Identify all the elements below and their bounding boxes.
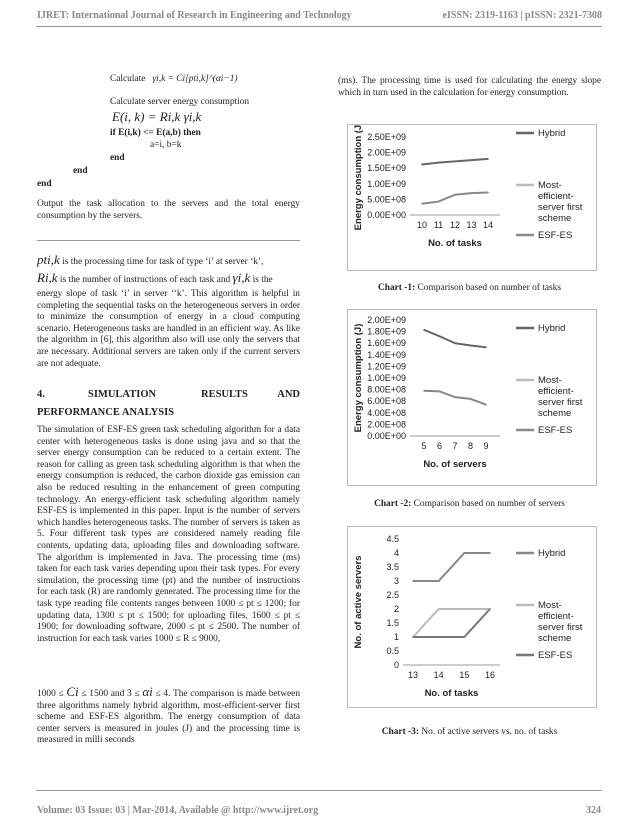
section-heading-line-2: PERFORMANCE ANALYSIS bbox=[37, 407, 175, 418]
algo-assign-line: a=i, b=k bbox=[150, 140, 182, 150]
y-tick-label: 2.00E+09 bbox=[367, 315, 406, 325]
x-axis-title: No. of servers bbox=[423, 459, 487, 470]
y-tick-label: 0 bbox=[393, 660, 399, 670]
x-tick-label: 14 bbox=[482, 220, 494, 230]
y-tick-label: 3.5 bbox=[386, 562, 399, 572]
algo-end-2: end bbox=[73, 166, 88, 176]
definition-line-2: Ri,k is the number of instructions of each task and γi,k is the bbox=[37, 270, 273, 285]
data-point bbox=[439, 391, 441, 393]
processing-paragraph: (ms). The processing time is used for calculating the energy slope which in turn used in the calculation for energy consumption. bbox=[338, 76, 601, 98]
algo-if-line: if E(i,k) <= E(a,b) then bbox=[110, 128, 201, 138]
data-point bbox=[485, 346, 487, 348]
legend-label: server first bbox=[538, 622, 583, 633]
data-point bbox=[423, 390, 425, 392]
legend-label: efficient- bbox=[538, 611, 574, 622]
y-tick-label: 1.00E+09 bbox=[367, 178, 406, 189]
y-tick-label: 0.5 bbox=[386, 646, 399, 656]
data-point bbox=[454, 342, 456, 344]
definition-paragraph: energy slope of task ‘i’ in server ‘‘k’. This algorithm is helpful in completing the sequential tasks on the heterogeneous servers in order to minimize the consumption of energy in a cloud computing scenario. Heterogeneous tasks are handled in an efficient way. As like the algorithm in [6], this algorithm also will use only the servers that are necessary. Additional servers are taken only if the current servers are not adequate. bbox=[37, 289, 300, 369]
y-tick-label: 3 bbox=[393, 576, 399, 586]
caption-2: Chart -2: Comparison based on number of servers bbox=[374, 499, 565, 509]
x-tick-label: 13 bbox=[466, 220, 477, 230]
x-tick-label: 15 bbox=[459, 670, 470, 680]
data-point bbox=[454, 161, 456, 163]
x-tick-label: 8 bbox=[467, 441, 474, 451]
data-point bbox=[471, 192, 473, 194]
x-axis-title: No. of tasks bbox=[424, 688, 479, 699]
y-tick-label: 1 bbox=[393, 632, 399, 642]
legend-label: scheme bbox=[538, 633, 572, 644]
data-point bbox=[485, 404, 487, 406]
legend-label: scheme bbox=[538, 213, 572, 224]
y-tick-label: 5.00E+08 bbox=[367, 194, 406, 205]
chart-1 bbox=[347, 124, 597, 271]
header-rule bbox=[36, 26, 602, 27]
data-point bbox=[454, 194, 456, 196]
chart-2-svg bbox=[348, 310, 596, 485]
energy-formula: E(i, k) = Ri,k γi,k bbox=[112, 109, 202, 124]
y-tick-label: 1.60E+09 bbox=[367, 338, 406, 349]
y-tick-label: 1.20E+09 bbox=[367, 361, 406, 372]
legend-label: server first bbox=[538, 202, 583, 213]
data-point bbox=[412, 636, 414, 638]
data-point bbox=[454, 396, 456, 398]
legend-label: efficient- bbox=[538, 386, 574, 397]
algo-line-1: Calculate γi,k = Ci[pti,k]^(αi−1) bbox=[110, 74, 238, 84]
simulation-paragraph-end: 1000 ≤ Ci ≤ 1500 and 3 ≤ αi ≤ 4. The comparison is made between three algorithms namely hybrid algorithm, most-efficient-server first scheme and ESF-ES algorithm. The energy consumption of data center servers is measured in joules (J) and the processing time is measured in milli seconds bbox=[37, 684, 301, 746]
data-point bbox=[438, 162, 440, 164]
y-tick-label: 1.50E+09 bbox=[367, 163, 406, 174]
data-point bbox=[423, 329, 425, 331]
series-line-0 bbox=[413, 553, 490, 581]
caption-1: Chart -1: Comparison based on number of tasks bbox=[377, 283, 562, 293]
x-tick-label: 14 bbox=[433, 670, 444, 680]
x-tick-label: 12 bbox=[449, 220, 461, 230]
x-axis-title: No. of tasks bbox=[428, 238, 482, 249]
data-point bbox=[412, 580, 414, 582]
y-tick-label: 2.00E+09 bbox=[367, 147, 406, 158]
data-point bbox=[470, 398, 472, 400]
y-tick-label: 8.00E+08 bbox=[367, 384, 406, 395]
footer-volume: Volume: 03 Issue: 03 | Mar-2014, Available @ http://www.ijret.org bbox=[37, 805, 319, 816]
data-point bbox=[470, 345, 472, 347]
y-tick-label: 1.80E+09 bbox=[367, 326, 406, 337]
data-point bbox=[464, 552, 466, 554]
y-axis-title: No. of active servers bbox=[353, 555, 364, 649]
legend-label: Most- bbox=[538, 600, 562, 611]
legend-label: efficient- bbox=[538, 191, 574, 202]
data-point bbox=[489, 552, 491, 554]
algo-line-2: Calculate server energy consumption bbox=[110, 97, 250, 107]
y-tick-label: 6.00E+08 bbox=[367, 396, 406, 407]
y-tick-label: 2.00E+08 bbox=[367, 419, 406, 430]
y-tick-label: 1.40E+09 bbox=[367, 349, 406, 360]
page-number: 324 bbox=[586, 805, 601, 816]
chart-3-svg bbox=[348, 527, 596, 707]
legend-label: scheme bbox=[538, 408, 572, 419]
series-line-0 bbox=[424, 330, 486, 347]
y-tick-label: 4 bbox=[393, 548, 399, 558]
y-axis-title: Energy consumption (J) bbox=[353, 323, 364, 433]
y-tick-label: 4.00E+08 bbox=[367, 407, 406, 418]
legend-label: Most- bbox=[538, 180, 562, 191]
journal-title: IJRET: International Journal of Research in Engineering and Technology bbox=[37, 10, 352, 21]
chart-3 bbox=[347, 526, 597, 708]
data-point bbox=[471, 159, 473, 161]
data-point bbox=[487, 192, 489, 194]
algo-end-1: end bbox=[110, 153, 125, 163]
legend-label: ESF-ES bbox=[538, 230, 573, 241]
x-tick-label: 9 bbox=[483, 441, 489, 451]
x-tick-label: 5 bbox=[421, 441, 427, 451]
data-point bbox=[438, 201, 440, 203]
data-point bbox=[438, 580, 440, 582]
legend-label: Hybrid bbox=[538, 548, 566, 559]
data-point bbox=[487, 158, 489, 160]
y-tick-label: 0.00E+00 bbox=[367, 210, 406, 220]
legend-label: ESF-ES bbox=[538, 650, 573, 661]
x-tick-label: 6 bbox=[436, 441, 443, 451]
chart-1-svg bbox=[348, 125, 596, 270]
data-point bbox=[421, 164, 423, 166]
data-point bbox=[464, 608, 466, 610]
algo-end-3: end bbox=[37, 179, 52, 189]
data-point bbox=[438, 608, 440, 610]
legend-label: ESF-ES bbox=[538, 425, 573, 436]
data-point bbox=[439, 335, 441, 337]
x-tick-label: 11 bbox=[433, 220, 444, 230]
y-tick-label: 2.5 bbox=[386, 590, 399, 600]
data-point bbox=[421, 203, 423, 205]
data-point bbox=[438, 636, 440, 638]
footer-rule bbox=[36, 790, 602, 791]
x-tick-label: 16 bbox=[484, 670, 496, 680]
simulation-paragraph: The simulation of ESF-ES green task scheduling algorithm for a data center with heterogeneous tasks is done using java and so that the server energy consumption can be reduced to a certain extent. The reason for calling as green task scheduling algorithm is that when the energy consumption is reduced, the carbon dioxide gas emission can also be reduced resulting in the enhancement of green computing technology. An energy-efficient task scheduling algorithm namely ESF-ES is implemented in this paper. Input is the number of servers which handles heterogeneous tasks. The number of servers is taken as 5. Four different task types are considered namely reading file contents, updating data, uploading files and downloading software. The algorithm is implemented in Java. The processing time (ms) taken for each task varies depending upon their task types. For every simulation, the processing time (pt) and the number of instructions for each task (R) are randomly generated. The processing time for the task type reading file contents ranges between 1000 ≤ pt ≤ 1200; for updating data, 1300 ≤ pt ≤ 1500; for uploading files, 1600 ≤ pt ≤ 1900; for downloading software, 2000 ≤ pt ≤ 2500. The number of instruction for each task varies 1000 ≤ R ≤ 9000, bbox=[37, 425, 300, 644]
y-tick-label: 2 bbox=[393, 604, 399, 614]
caption-3: Chart -3: No. of active servers vs. no. of tasks bbox=[381, 727, 558, 737]
issn: eISSN: 2319-1163 | pISSN: 2321-7308 bbox=[442, 10, 602, 21]
gamma-formula: γi,k = Ci[pti,k]^(αi−1) bbox=[152, 74, 238, 84]
data-point bbox=[464, 636, 466, 638]
legend-label: Hybrid bbox=[538, 128, 566, 139]
legend-label: Most- bbox=[538, 375, 562, 386]
definition-line-1: pti,k is the processing time for task of type ‘i’ at server ‘k’, bbox=[37, 252, 264, 267]
y-tick-label: 1.5 bbox=[386, 618, 399, 628]
legend-label: server first bbox=[538, 397, 583, 408]
x-tick-label: 7 bbox=[452, 441, 458, 451]
x-tick-label: 13 bbox=[407, 670, 419, 680]
y-tick-label: 2.50E+09 bbox=[367, 132, 406, 142]
divider bbox=[37, 240, 300, 241]
data-point bbox=[489, 608, 491, 610]
y-tick-label: 1.00E+09 bbox=[367, 373, 406, 383]
output-paragraph: Output the task allocation to the servers and the total energy consumption by the servers. bbox=[37, 199, 300, 221]
legend-label: Hybrid bbox=[538, 323, 566, 334]
y-tick-label: 4.5 bbox=[386, 534, 399, 544]
y-axis-title: Energy consumption (J) bbox=[353, 125, 364, 231]
x-tick-label: 10 bbox=[416, 220, 428, 230]
chart-2 bbox=[347, 309, 597, 486]
y-tick-label: 0.00E+00 bbox=[367, 431, 406, 441]
